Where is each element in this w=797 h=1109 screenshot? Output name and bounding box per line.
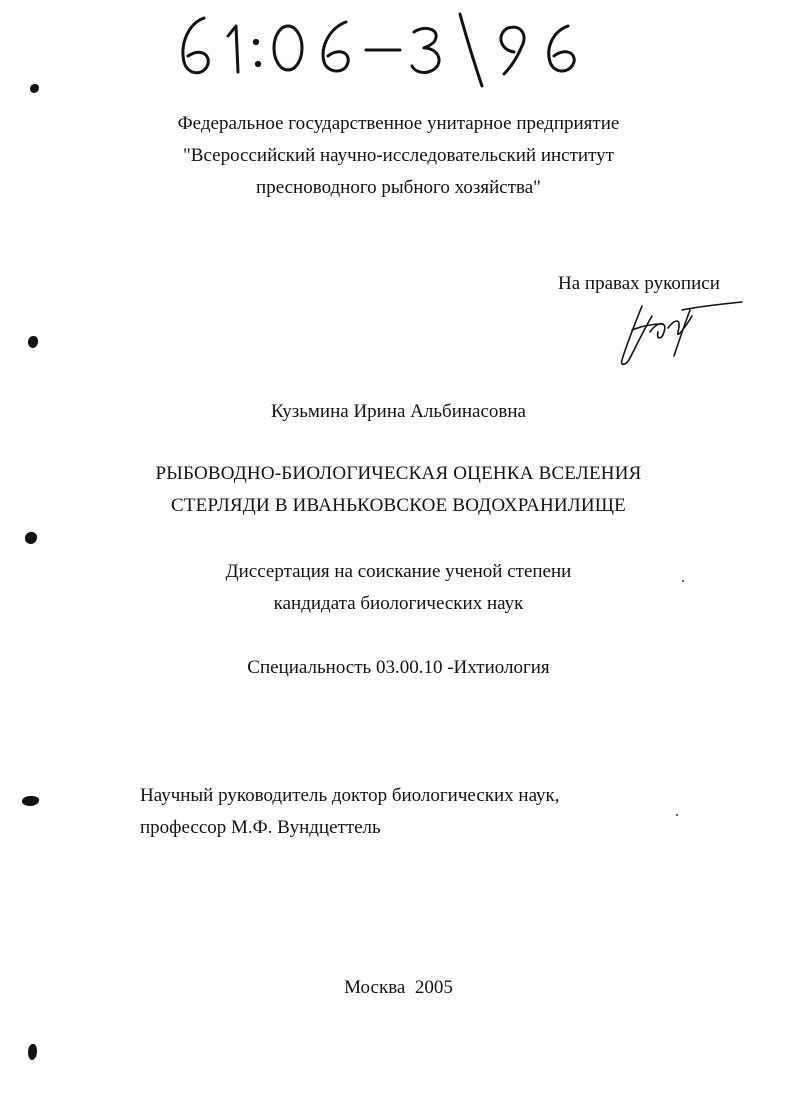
author-name: Кузьмина Ирина Альбинасовна: [270, 401, 526, 422]
punch-hole-mark: [28, 1044, 37, 1060]
degree-line-1: Диссертация на соискание ученой степени: [225, 561, 572, 582]
city-year: Москва 2005: [344, 977, 453, 998]
thesis-title-line-2: СТЕРЛЯДИ В ИВАНЬКОВСКОЕ ВОДОХРАНИЛИЩЕ: [171, 495, 626, 516]
supervisor-line-1: Научный руководитель доктор биологических наук,: [140, 785, 560, 806]
institution-line-2: "Всероссийский научно-исследовательский институт: [183, 145, 614, 166]
punch-hole-mark: [22, 796, 39, 806]
degree-line-2: кандидата биологических наук: [273, 593, 524, 614]
supervisor-line-2: профессор М.Ф. Вундцеттель: [140, 817, 381, 838]
specialty: Специальность 03.00.10 -Ихтиология: [247, 657, 550, 678]
institution-line-3: пресноводного рыбного хозяйства": [256, 177, 541, 198]
handwritten-archive-code: [170, 6, 610, 88]
thesis-title-line-1: РЫБОВОДНО-БИОЛОГИЧЕСКАЯ ОЦЕНКА ВСЕЛЕНИЯ: [155, 463, 642, 484]
handwritten-signature: [612, 296, 744, 370]
punch-hole-mark: [28, 336, 38, 348]
rights-note: На правах рукописи: [558, 273, 720, 294]
institution-line-1: Федеральное государственное унитарное предприятие: [177, 113, 620, 134]
punch-hole-mark: [25, 532, 37, 544]
punch-hole-mark: [30, 84, 39, 93]
